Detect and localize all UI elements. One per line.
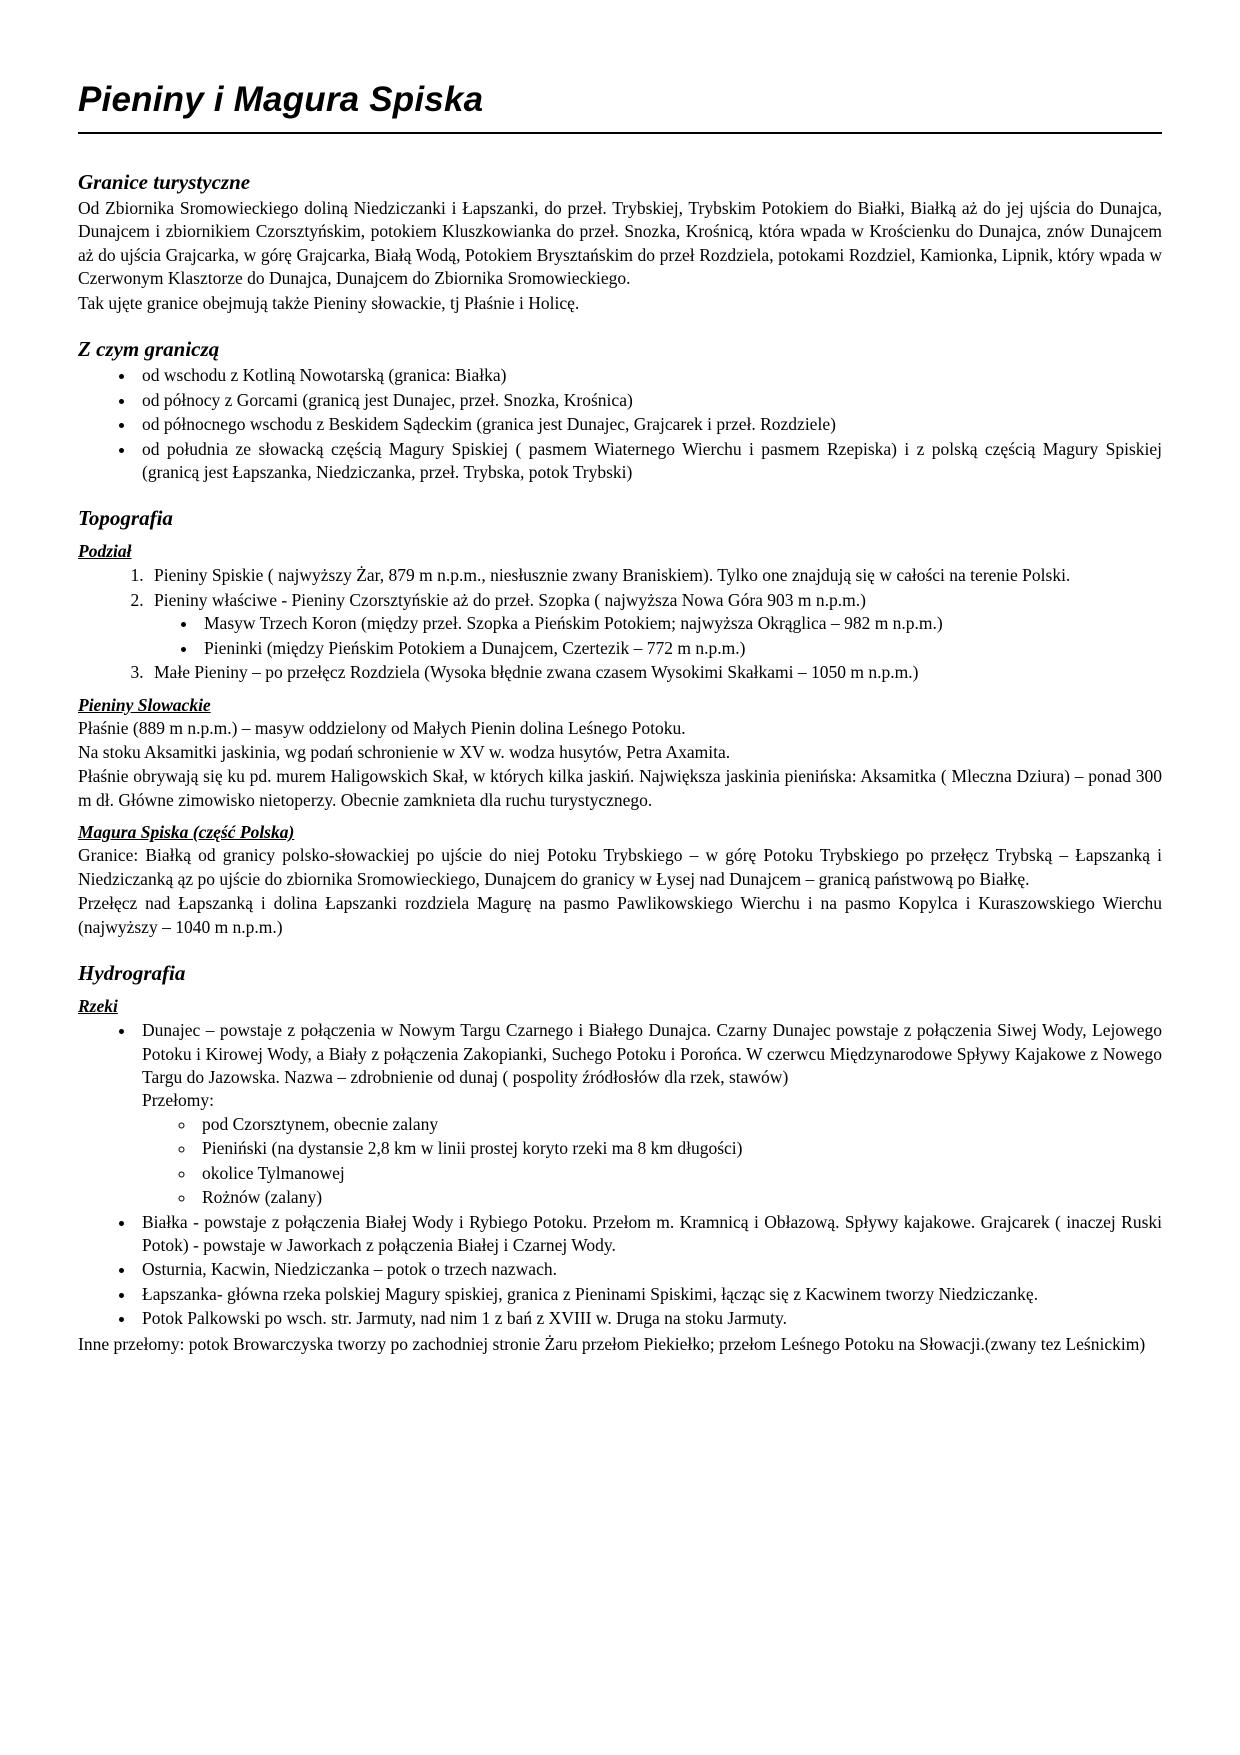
magura-spiska-line-2: Przełęcz nad Łapszanką i dolina Łapszanki rozdziela Magurę na pasmo Pawlikowskiego Wierchu i na pasmo Kopylca i Kuraszowskiego Wierchu (najwyższy – 1040 m n.p.m.) <box>78 893 1162 937</box>
section-heading-granice-turystyczne: Granice turystyczne <box>78 170 251 194</box>
list-item: ◦ Pieniński (na dystansie 2,8 km w linii prostej koryto rzeki ma 8 km długości) <box>196 1137 1162 1160</box>
list-item: • Pieninki (między Pieńskim Potokiem a Dunajcem, Czertezik – 772 m n.p.m.) <box>198 637 1162 660</box>
list-item-text: Pieniny właściwe - Pieniny Czorsztyńskie aż do przeł. Szopka ( najwyższa Nowa Góra 903 m n.p.m.) <box>154 589 866 610</box>
subheading-pieniny-slowackie: Pieniny Slowackie <box>78 694 211 715</box>
list-item: • od południa ze słowacką częścią Magury Spiskiej ( pasmem Wiaternego Wierchu i pasmem Rzepiska) i z polską częścią Magury Spiskiej (granicą jest Łapszanka, Niedziczanka, przeł. Trybska, potok Trybski) <box>136 438 1162 485</box>
pieniny-slowackie-line-2: Na stoku Aksamitki jaskinia, wg podań schronienie w XV w. wodza husytów, Petra Axamita. <box>78 742 731 762</box>
podzial-sublist <box>154 612 1162 660</box>
hydrografia-closing-paragraph: Inne przełomy: potok Browarczyska tworzy po zachodniej stronie Żaru przełom Piekiełko; przełom Leśnego Potoku na Słowacji.(zwany tez Leśnickim) <box>78 1333 1146 1354</box>
section-heading-z-czym-granicza: Z czym graniczą <box>78 337 220 362</box>
list-item: • Potok Palkowski po wsch. str. Jarmuty, nad nim 1 z bań z XVIII w. Druga na stoku Jarmuty. <box>136 1307 1162 1330</box>
list-item: • Białka - powstaje z połączenia Białej Wody i Rybiego Potoku. Przełom m. Kramnicą i Obłazową. Spływy kajakowe. Grajcarek ( inaczej Ruski Potok) - powstaje w Jaworkach z połączenia Białej i Czarnej Wody. <box>136 1211 1162 1258</box>
list-item: • Masyw Trzech Koron (między przeł. Szopka a Pieńskim Potokiem; najwyższa Okrąglica – 982 m n.p.m.) <box>198 612 1162 635</box>
granicza-list <box>78 364 1162 484</box>
page-title: Pieniny i Magura Spiska <box>78 80 484 119</box>
rzeki-list <box>78 1019 1162 1331</box>
list-item: 1. Pieniny Spiskie ( najwyższy Żar, 879 m n.p.m., niesłusznie zwany Braniskiem). Tylko one znajdują się w całości na terenie Polski. <box>148 564 1162 587</box>
list-item: • Osturnia, Kacwin, Niedziczanka – potok o trzech nazwach. <box>136 1258 1162 1281</box>
subheading-magura-spiska: Magura Spiska (część Polska) <box>78 822 295 843</box>
list-item: ◦ pod Czorsztynem, obecnie zalany <box>196 1113 1162 1136</box>
przelomy-list <box>142 1113 1162 1210</box>
list-item <box>136 1019 1162 1210</box>
list-item: ◦ okolice Tylmanowej <box>196 1162 1162 1185</box>
list-item <box>148 589 1162 660</box>
subheading-rzeki: Rzeki <box>78 996 118 1017</box>
list-item: • od północy z Gorcami (granicą jest Dunajec, przeł. Snozka, Krośnica) <box>136 389 1162 412</box>
list-item: 3. Małe Pieniny – po przełęcz Rozdziela (Wysoka błędnie zwana czasem Wysokimi Skałkami – 1050 m n.p.m.) <box>148 661 1162 684</box>
granice-paragraph-2: Tak ujęte granice obejmują także Pieniny słowackie, tj Płaśnie i Holicę. <box>78 292 580 313</box>
subheading-podzial: Podział <box>78 541 132 562</box>
pieniny-slowackie-line-3: Płaśnie obrywają się ku pd. murem Haligowskich Skał, w których kilka jaskiń. Największa jaskinia pienińska: Aksamitka ( Mleczna Dziura) – ponad 300 m dł. Główne zimowisko nietoperzy. Obecnie zamknieta dla ruchu turystycznego. <box>78 766 1162 810</box>
pieniny-slowackie-line-1: Płaśnie (889 m n.p.m.) – masyw oddzielony od Małych Pienin dolina Leśnego Potoku. <box>78 717 686 738</box>
list-item: • od północnego wschodu z Beskidem Sądeckim (granica jest Dunajec, Grajcarek i przeł. Rozdziele) <box>136 413 1162 436</box>
granice-paragraph-1: Od Zbiornika Sromowieckiego doliną Niedziczanki i Łapszanki, do przeł. Trybskiej, Trybskim Potokiem do Białki, Białką aż do jej ujścia do Dunajca, Dunajcem i zbiornikiem Czorsztyńskim, potokiem Kluszkowianka do przeł. Snozka, Krośnicą, która wpada w Krościenku do Dunajca, znów Dunajcem aż do ujścia Grajcarka, w górę Grajcarka, Białą Wodą, Potokiem Brysztańskim do przeł Rozdziela, potokami Rozdziel, Kamionka, Lipnik, który wpada w Czerwonym Klasztorze do Dunajca, Dunajcem do Zbiornika Sromowieckiego. <box>78 198 1162 289</box>
list-item: • Łapszanka- główna rzeka polskiej Magury spiskiej, granica z Pieninami Spiskimi, łącząc się z Kacwinem tworzy Niedziczankę. <box>136 1283 1162 1306</box>
dunajec-text: Dunajec – powstaje z połączenia w Nowym Targu Czarnego i Białego Dunajca. Czarny Dunajec powstaje z połączenia Siwej Wody, Lejowego Potoku i Kirowej Wody, a Biały z połączenia Zakopianki, Suchego Potoku i Porońca. W czerwcu Międzynarodowe Spływy Kajakowe z Nowego Targu do Jazowska. Nazwa – zdrobnienie od dunaj ( pospolity źródłosłów dla rzek, stawów) <box>142 1020 1162 1087</box>
podzial-list <box>78 564 1162 684</box>
przelomy-label: Przełomy: <box>142 1090 214 1111</box>
list-item: • od wschodu z Kotliną Nowotarską (granica: Białka) <box>136 364 1162 387</box>
magura-spiska-line-1: Granice: Białką od granicy polsko-słowackiej po ujście do niej Potoku Trybskiego – w górę Potoku Trybskiego po przełęcz Trybską – Łapszanką i Niedziczanką ąz po ujście do zbiornika Sromowieckiego, Dunajcem do granicy w Łysej nad Dunajcem – granicą państwową po Białkę. <box>78 845 1162 889</box>
section-heading-hydrografia: Hydrografia <box>78 961 186 986</box>
list-item: ◦ Rożnów (zalany) <box>196 1186 1162 1209</box>
title-divider <box>78 132 1162 134</box>
section-heading-topografia: Topografia <box>78 506 173 531</box>
